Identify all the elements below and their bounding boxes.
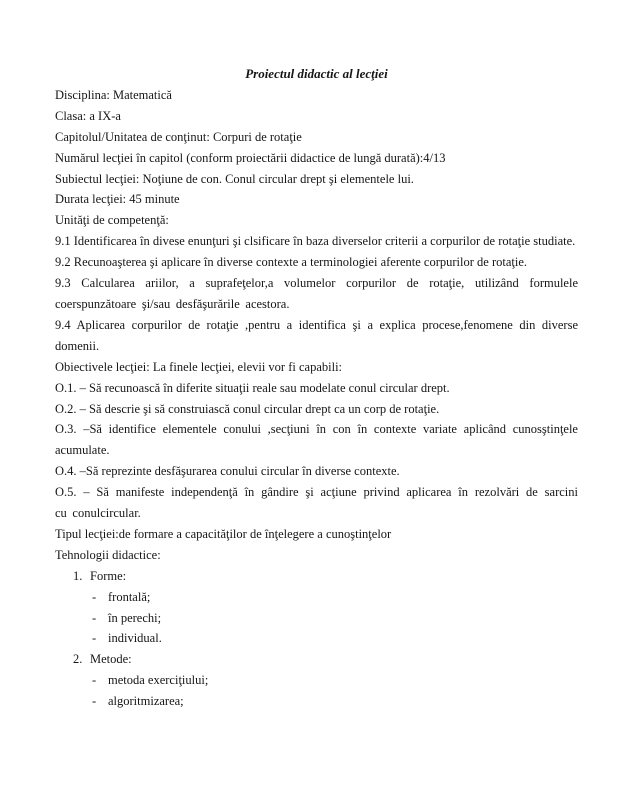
dash-bullet: - [92,673,97,688]
list-item-metoda-exercitiului [55,670,578,691]
heading-unitati-competenta: Unităţi de competenţă: [55,213,169,228]
para-competenta-9-4: 9.4 Aplicarea corpurilor de rotaţie ,pentru a identifica şi a explica procese,fenomene din diverse domenii. [55,317,578,353]
list-number-metode: 2. [73,652,83,667]
para-obiectiv-o3: O.3. –Să identifice elementele conului ,secţiuni în con în contexte variate aplicând cunosştinţele acumulate. [55,422,578,458]
para-obiectiv-o2: O.2. – Să descrie şi să construiască conul circular drept ca un corp de rotaţie. [55,401,440,416]
dash-bullet: - [92,610,97,625]
list-number-forme: 1. [73,568,83,583]
list-item-text: metoda exerciţiului; [108,673,209,688]
para-obiectiv-o5: O.5. – Să manifeste independenţă în gândire şi acţiune privind aplicarea în rezolvări de sarcini cu conulcircular. [55,485,578,521]
list-item-individual [55,628,578,649]
para-tip-lectie: Tipul lecţiei:de formare a capacităţilor de înţelegere a cunoştinţelor [55,526,392,541]
para-clasa: Clasa: a IX-a [55,108,121,123]
para-obiectiv-o1: O.1. – Să recunoască în diferite situaţii reale sau modelate conul circular drept. [55,380,450,395]
para-obiectiv-o4: O.4. –Să reprezinte desfăşurarea conului circular în diverse contexte. [55,464,400,479]
para-numar-lectie: Numărul lecţiei în capitol (conform proiectării didactice de lungă durată):4/13 [55,150,446,165]
list-item-in-perechi [55,608,578,629]
heading-tehnologii: Tehnologii didactice: [55,547,161,562]
list-item-frontala [55,587,578,608]
para-durata: Durata lecţiei: 45 minute [55,192,180,207]
para-capitol: Capitolul/Unitatea de conţinut: Corpuri de rotaţie [55,129,302,144]
list-label-forme: Forme: [90,568,127,583]
list-item-text: algoritmizarea; [108,694,184,709]
para-competenta-9-1: 9.1 Identificarea în divese enunţuri şi clsificare în baza diverselor criterii a corpurilor de rotaţie studiate. [55,234,576,249]
list-item-text: în perechi; [108,610,162,625]
heading-obiective: Obiectivele lecţiei: La finele lecţiei, elevii vor fi capabili: [55,359,343,374]
list-group-metode [55,649,578,670]
list-item-text: frontală; [108,589,151,604]
list-group-forme [55,566,578,587]
page-title: Proiectul didactic al lecţiei [245,66,388,81]
list-item-algoritmizarea [55,691,578,712]
para-disciplina: Disciplina: Matematică [55,87,172,102]
para-competenta-9-2: 9.2 Recunoaşterea şi aplicare în diverse contexte a terminologiei aferente corpurilor de rotaţie. [55,255,528,270]
dash-bullet: - [92,589,97,604]
para-competenta-9-3: 9.3 Calcularea ariilor, a suprafeţelor,a volumelor corpurilor de rotaţie, utilizând formulele coerspunzătoare şi/sau desfăşurările acestora. [55,276,578,311]
para-subiect: Subiectul lecţiei: Noţiune de con. Conul circular drept şi elementele lui. [55,171,414,186]
list-label-metode: Metode: [90,652,132,667]
list-item-text: individual. [108,631,162,646]
dash-bullet: - [92,694,97,709]
dash-bullet: - [92,631,97,646]
